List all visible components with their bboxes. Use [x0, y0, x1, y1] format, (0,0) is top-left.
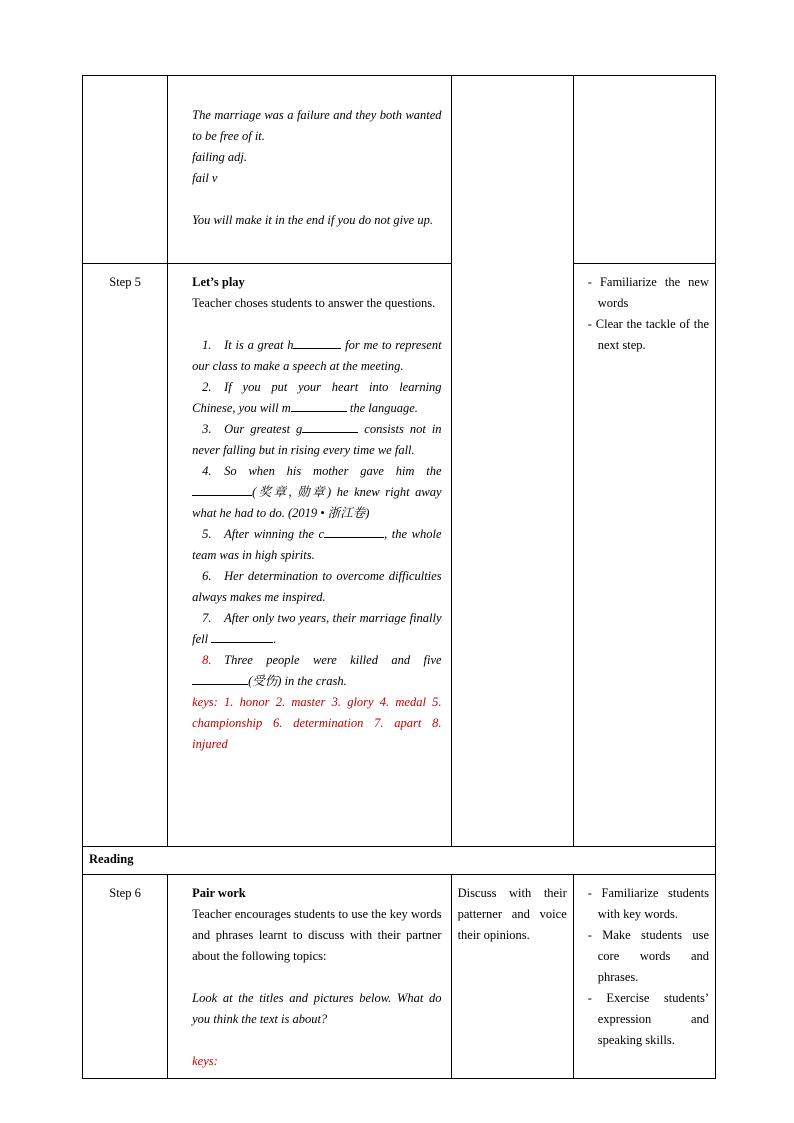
- answer-blank: [192, 672, 248, 685]
- answer-blank: [211, 630, 273, 643]
- table-row: [83, 264, 716, 847]
- lesson-plan-table: [82, 75, 716, 1079]
- list-item: 6. Her determination to overcome difficulties always makes me inspired.: [192, 569, 442, 604]
- table-row: [83, 847, 716, 875]
- step-label: Step 6: [83, 875, 168, 1079]
- list-item: - Exercise students’ expression and speaking skills.: [587, 991, 709, 1047]
- question-list: [192, 335, 441, 692]
- list-item: 4. So when his mother gave him the (奖章, 勋章) he knew right away what he had to do. (2019 • 浙江卷): [192, 464, 442, 520]
- content-cell: [168, 875, 451, 1079]
- table-row: [83, 875, 716, 1079]
- aims-cell: [573, 264, 715, 847]
- answer-blank: [291, 399, 347, 412]
- answer-keys: keys:: [192, 1054, 218, 1068]
- activity-title: Pair work: [192, 886, 246, 900]
- list-item: 8. Three people were killed and five (受伤) in the crash.: [192, 650, 441, 692]
- aims-cell: [573, 875, 715, 1079]
- answer-keys: keys: 1. honor 2. master 3. glory 4. medal 5. championship 6. determination 7. apart 8. injured: [192, 695, 442, 751]
- answer-blank: [192, 483, 252, 496]
- list-item: 5. After winning the c , the whole team was in high spirits.: [192, 527, 442, 562]
- list-item: 1. It is a great h for me to represent our class to make a speech at the meeting.: [192, 338, 442, 373]
- discussion-prompt: Look at the titles and pictures below. What do you think the text is about?: [192, 991, 442, 1026]
- section-header: Reading: [83, 847, 716, 875]
- example-sentence: The marriage was a failure and they both wanted to be free of it.: [192, 108, 442, 143]
- example-sentence: You will make it in the end if you do not give up.: [192, 213, 433, 227]
- content-cell: [168, 264, 451, 847]
- teacher-instruction: Teacher encourages students to use the key words and phrases learnt to discuss with their partner about the following topics:: [192, 907, 442, 963]
- aims-cell-empty: [573, 76, 715, 264]
- word-form: failing adj.: [192, 150, 247, 164]
- student-activity-cell: Discuss with their patterner and voice their opinions.: [451, 875, 573, 1079]
- step-cell-empty: [83, 76, 168, 264]
- list-item: - Make students use core words and phrases.: [587, 928, 709, 984]
- table-row: [83, 76, 716, 264]
- activity-title: Let’s play: [192, 275, 245, 289]
- list-item: 3. Our greatest g consists not in never falling but in rising every time we fall.: [192, 422, 442, 457]
- list-item: - Familiarize students with key words.: [587, 886, 709, 921]
- teacher-instruction: Teacher choses students to answer the questions.: [192, 296, 436, 310]
- answer-blank: [293, 336, 341, 349]
- list-item: - Clear the tackle of the next step.: [587, 317, 709, 352]
- list-item: - Familiarize the new words: [587, 275, 709, 310]
- step-label: Step 5: [83, 264, 168, 847]
- answer-blank: [302, 420, 358, 433]
- answer-blank: [324, 525, 384, 538]
- content-cell: [168, 76, 451, 264]
- activity-cell-empty: [451, 76, 573, 847]
- list-item: 7. After only two years, their marriage finally fell .: [192, 611, 442, 646]
- word-form: fail v: [192, 171, 218, 185]
- list-item: 2. If you put your heart into learning Chinese, you will m the language.: [192, 380, 442, 415]
